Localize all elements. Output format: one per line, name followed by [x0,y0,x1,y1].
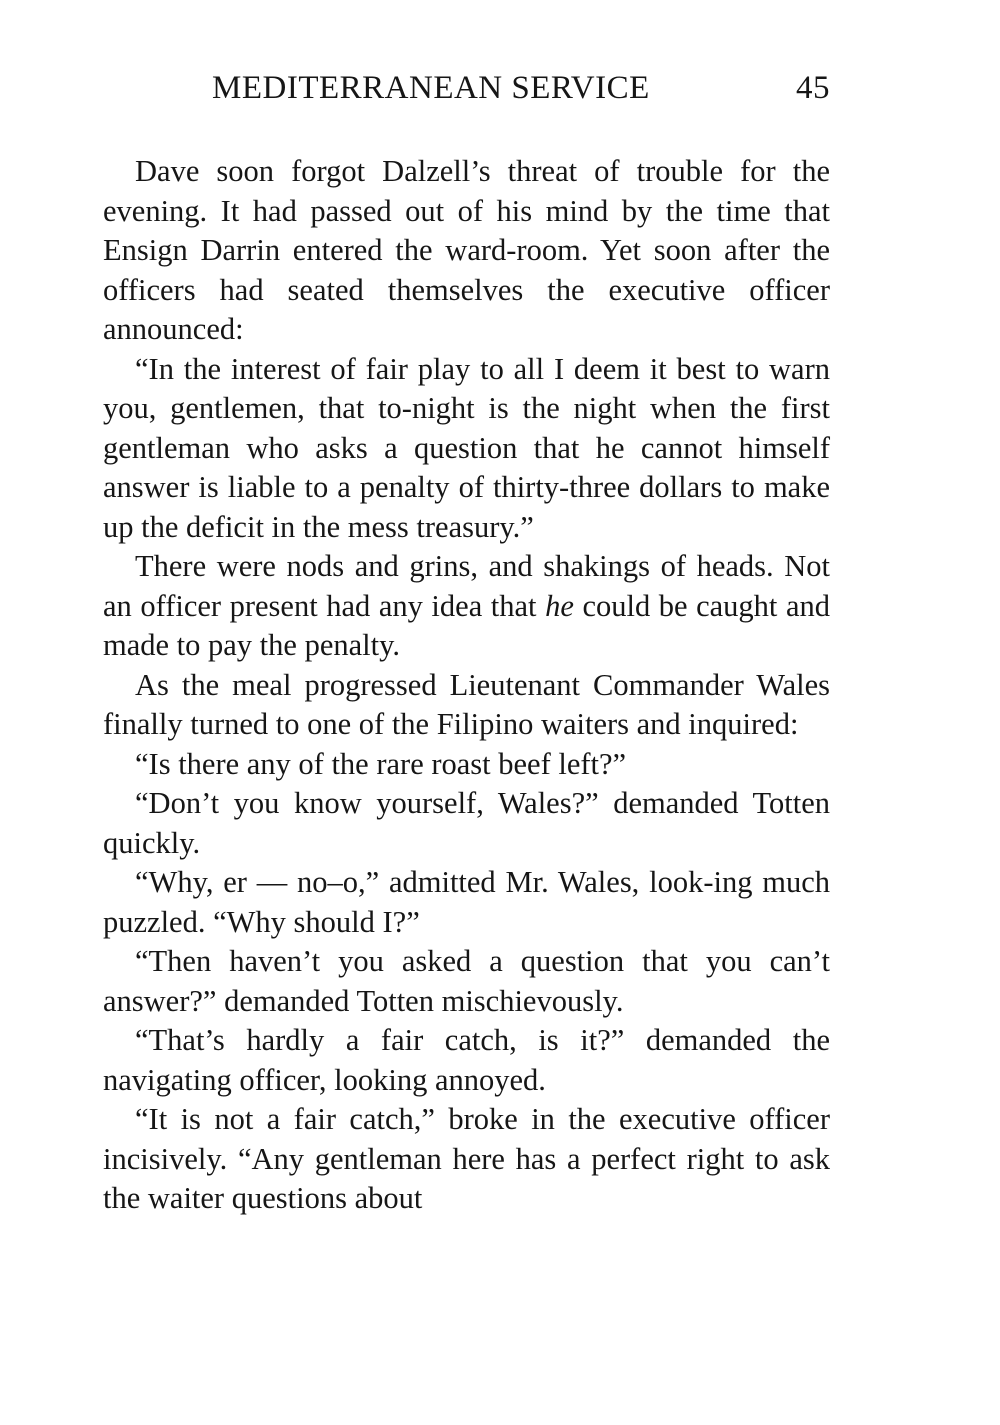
paragraph: “Don’t you know yourself, Wales?” demanded Totten quickly. [103,786,830,860]
running-title: MEDITERRANEAN SERVICE [212,70,650,106]
emphasized-word: he [545,588,574,623]
paragraph: “Why, er — no–o,” admitted Mr. Wales, look-ing much puzzled. “Why should I?” [103,865,830,939]
paragraph: “Then haven’t you asked a question that you can’t answer?” demanded Totten mischievously. [103,944,830,1018]
paragraph: Dave soon forgot Dalzell’s threat of trouble for the evening. It had passed out of his mind by the time that Ensign Darrin entered the ward-room. Yet soon after the officers had seated themselves the executive officer announced: [103,154,830,346]
running-head [212,70,830,114]
paragraph [103,547,830,666]
paragraph-text: There were nods and grins, and shakings of heads. Not an officer present had any idea that [103,549,830,623]
body-text [103,152,830,1219]
paragraph: “It is not a fair catch,” broke in the executive officer incisively. “Any gentleman here has a perfect right to ask the waiter questions about [103,1102,830,1215]
paragraph: “Is there any of the rare roast beef left?” [135,746,627,781]
paragraph-text-continued: could be caught and made to pay the penalty. [103,588,830,662]
paragraph: As the meal progressed Lieutenant Commander Wales finally turned to one of the Filipino waiters and inquired: [103,667,830,741]
paragraph: “That’s hardly a fair catch, is it?” demanded the navigating officer, looking annoyed. [103,1023,830,1097]
page-number: 45 [796,70,830,106]
paragraph: “In the interest of fair play to all I deem it best to warn you, gentlemen, that to-night is the night when the first gentleman who asks a question that he cannot himself answer is liable to a penalty of thirty-three dollars to make up the deficit in the mess treasury.” [103,351,830,544]
